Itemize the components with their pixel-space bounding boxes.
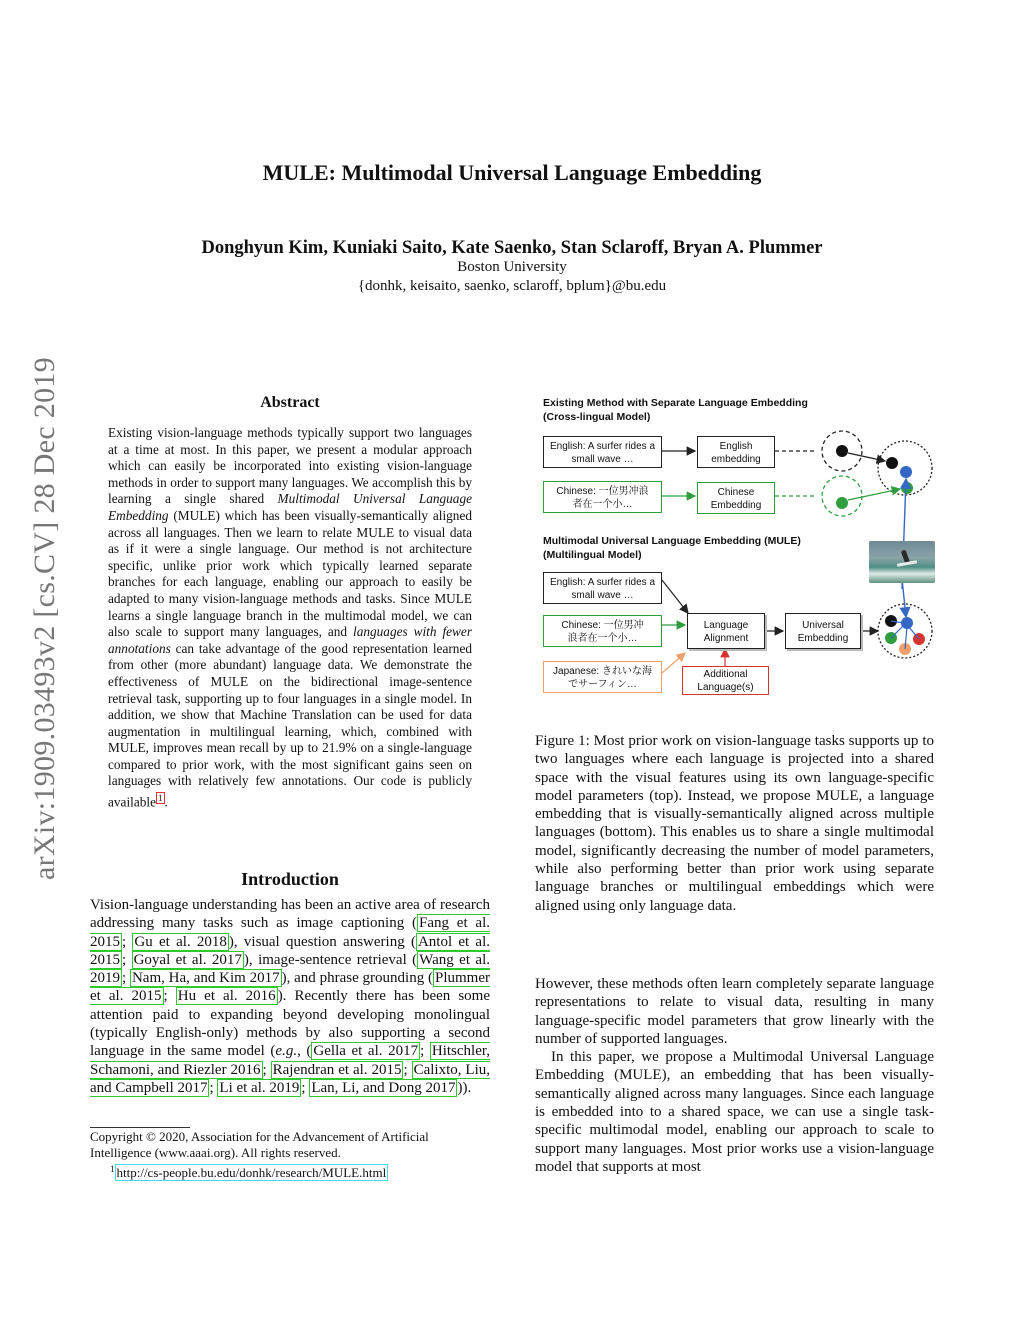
intro-text: ;	[209, 1079, 218, 1096]
intro-text: ;	[301, 1079, 310, 1096]
citation-link[interactable]: Hu et al. 2016	[177, 988, 276, 1005]
chinese-point	[836, 497, 848, 509]
citation-link[interactable]: Wang et al. 2019	[90, 951, 491, 987]
intro-text: ;	[262, 1061, 271, 1078]
intro-body	[90, 896, 490, 1097]
language-alignment-block	[687, 613, 765, 649]
top-english-embedding	[697, 436, 775, 468]
box-text: English: A surfer rides a	[549, 441, 656, 452]
top-chinese-input	[543, 481, 662, 513]
bottom-japanese-input	[543, 661, 662, 693]
intro-text: Vision-language understanding has been an active area of research addressing many tasks such as image captioning (	[90, 897, 490, 932]
bottom-english-input	[543, 572, 662, 604]
additional-languages-block	[682, 666, 769, 695]
intro-emphasis: e.g.	[275, 1043, 298, 1060]
box-text: Language	[703, 620, 749, 631]
bottom-chinese-input	[543, 615, 662, 647]
footnote-divider	[90, 1127, 190, 1128]
intro-heading: Introduction	[241, 869, 339, 889]
intro-text: )).	[457, 1079, 472, 1096]
box-text: English	[719, 441, 753, 452]
figure-bottom-title	[543, 534, 801, 562]
paragraph: In this paper, we propose a Multimodal Universal Language Embedding (MULE), an embedding that has been visually-semantically aligned across many languages. Since each language is embedded into to a shared space, we can use a single task-specific multimodal model, enabling our approach to scale to support many languages. Most prior works use a vision-language model that supports at most	[535, 1049, 934, 1175]
citation-link[interactable]: Nam, Ha, and Kim 2017	[131, 970, 280, 987]
arrow	[848, 453, 885, 461]
box-text: Additional	[703, 669, 748, 680]
box-text: Alignment	[703, 633, 749, 644]
top-english-input	[543, 436, 662, 468]
footnote-url-link[interactable]: http://cs-people.bu.edu/donhk/research/MULE.html	[116, 1165, 387, 1181]
author-list: Donghyun Kim, Kuniaki Saito, Kate Saenko, Stan Sclaroff, Bryan A. Plummer	[201, 238, 823, 258]
box-text: Chinese	[717, 487, 755, 498]
citation-link[interactable]: Gella et al. 2017	[313, 1043, 419, 1060]
figure-bottom-title-line: (Multilingual Model)	[543, 549, 642, 561]
intro-text: ;	[163, 988, 176, 1005]
chinese-embedding-space	[822, 476, 862, 516]
figure-top-title-line: Existing Method with Separate Language Embedding	[543, 397, 808, 409]
arrow	[848, 489, 900, 500]
surfer-photo	[869, 541, 935, 583]
footnote-mark: 1	[110, 1164, 115, 1174]
intro-text: ;	[420, 1043, 430, 1060]
box-text: 浪者在一个小…	[567, 633, 638, 644]
box-text: embedding	[711, 454, 761, 465]
top-visual-image-point	[900, 466, 912, 478]
paper-title: MULE: Multimodal Universal Language Embedding	[262, 160, 762, 185]
intro-text: ), visual question answering (	[228, 933, 416, 950]
box-text: Japanese: きれいな海	[553, 666, 652, 677]
right-column-body	[535, 975, 934, 1176]
figure-caption: Figure 1: Most prior work on vision-language tasks supports up to two languages where each language is projected into a shared space with the visual features using its own language-specific model parameters (top). Instead, we propose MULE, a language embedding that is visually-semantically aligned across multiple languages (bottom). This enables us to share a single multimodal model, significantly decreasing the number of model parameters, while also performing better than prior work using separate language branches or multilingual embeddings which were aligned using only language data.	[535, 733, 934, 914]
abstract-text: Existing vision-language methods typically support two languages at a time at most. In this paper, we present a modular approach which can easily be incorporated into existing vision-language methods in order to support many languages. We accomplish this by learning a single shared	[108, 425, 472, 507]
citation-link[interactable]: Gu et al. 2018	[134, 933, 227, 950]
footnote-link[interactable]: 1	[158, 793, 163, 804]
box-text: でサーフィン…	[568, 679, 637, 690]
box-text: 者在一个小…	[572, 499, 633, 510]
citation-link[interactable]: Fang et al. 2015	[90, 915, 490, 950]
box-text: Chinese: 一位男冲浪	[556, 486, 649, 497]
box-text: Universal	[802, 620, 844, 631]
intro-text: ;	[122, 933, 133, 950]
figure-bottom-title-line: Multimodal Universal Language Embedding (MULE)	[543, 535, 801, 547]
universal-embedding-block	[785, 613, 861, 649]
abstract-emphasis: languages with fewer annotations	[108, 624, 472, 656]
citation-link[interactable]: Calixto, Liu, and Campbell 2017	[90, 1061, 491, 1096]
intro-text: ;	[122, 951, 132, 968]
figure-top-title	[543, 396, 808, 424]
intro-text: ;	[122, 970, 130, 987]
figure-top-title-line: (Cross-lingual Model)	[543, 411, 651, 423]
image-to-bottom-arrow	[902, 579, 906, 617]
abstract-emphasis: Multimodal Universal Language Embedding	[108, 491, 473, 523]
citation-link[interactable]: Antol et al. 2015	[90, 933, 490, 968]
box-text: Embedding	[710, 500, 762, 511]
intro-text: ), and phrase grounding (	[281, 970, 433, 987]
box-text: Language(s)	[697, 682, 754, 693]
citation-link[interactable]: Hitschler, Schamoni, and Riezler 2016	[90, 1043, 490, 1078]
intro-text: ;	[403, 1061, 412, 1078]
citation-link[interactable]: Goyal et al. 2017	[133, 951, 242, 968]
box-text: English: A surfer rides a	[549, 577, 656, 588]
box-text: small wave …	[571, 454, 634, 465]
abstract-body	[108, 425, 472, 811]
top-visual-chinese-point	[901, 482, 913, 494]
english-point	[836, 445, 848, 457]
copyright-notice: Copyright © 2020, Association for the Advancement of Artificial Intelligence (www.aaai.org). All rights reserved.	[90, 1129, 429, 1160]
alignment-link	[891, 625, 904, 638]
footnote	[110, 1162, 388, 1180]
box-text: Chinese: 一位男冲	[561, 620, 644, 631]
arrow	[662, 580, 688, 613]
top-chinese-embedding	[697, 482, 775, 514]
author-emails: {donhk, keisaito, saenko, sclaroff, bplum}@bu.edu	[357, 278, 667, 294]
abstract-heading: Abstract	[260, 394, 320, 411]
abstract-text: can take advantage of the good representation learned from other (more abundant) language data. We demonstrate the effectiveness of MULE on the bidirectional image-sentence retrieval task, supporting up to four languages in a single model. In addition, we show that Machine Translation can be used for data augmentation in multilingual learning, which, combined with MULE, improves mean recall by up to 21.9% on a single-language compared to prior work, with the most significant gains seen on languages with relatively few annotations. Our code is publicly available	[108, 640, 472, 810]
paragraph: However, these methods often learn completely separate language representations to relate to visual data, resulting in many language-specific model parameters that grow linearly with the number of supported languages.	[535, 976, 934, 1047]
figure-1	[535, 393, 945, 703]
citation-link[interactable]: Lan, Li, and Dong 2017	[311, 1079, 456, 1096]
box-text: Embedding	[797, 633, 849, 644]
intro-text: ), image-sentence retrieval (	[243, 951, 418, 968]
abstract-text: (MULE) which has been visually-semantically aligned across all languages. Then we learn to relate MULE to visual data as if it were a single language. Our method is not architecture specific, unlike prior work which typically learned separate branches for each language, enabling our approach to easily be adapted to many vision-language methods and tasks. Since MULE learns a single language branch in the multimodal model, we can also scale to support many languages, and	[108, 507, 472, 640]
citation-link[interactable]: Plummer et al. 2015	[90, 970, 490, 1005]
box-text: small wave …	[571, 590, 634, 601]
intro-text: ). Recently there has been some attention paid to expanding beyond developing monolingual (typically English-only) methods by also supporting a second language in the same model (	[90, 988, 491, 1060]
surfboard	[897, 560, 917, 566]
citation-link[interactable]: Li et al. 2019	[219, 1079, 300, 1096]
top-visual-text-point	[886, 457, 898, 469]
affiliation: Boston University	[457, 259, 567, 275]
arxiv-identifier: arXiv:1909.03493v2 [cs.CV] 28 Dec 2019	[28, 357, 61, 880]
intro-text: , (	[297, 1043, 312, 1060]
abstract-text: .	[164, 794, 168, 810]
citation-link[interactable]: Rajendran et al. 2015	[272, 1061, 402, 1078]
